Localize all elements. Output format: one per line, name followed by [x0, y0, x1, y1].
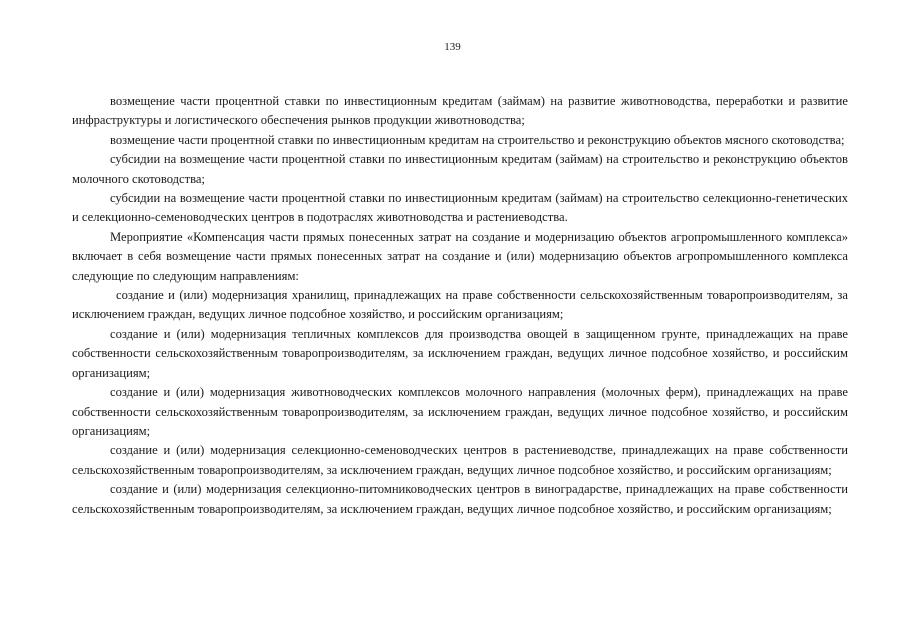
paragraph: создание и (или) модернизация тепличных комплексов для производства овощей в защищенном грунте, принадлежащих на праве собственности сельскохозяйственным товаропроизводителям, за исключением граждан, ведущих личное подсобное хозяйство, и российским организациям; — [72, 326, 848, 380]
paragraph: возмещение части процентной ставки по инвестиционным кредитам (займам) на развитие животноводства, переработки и развитие инфраструктуры и логистического обеспечения рынков продукции животноводства; — [72, 94, 848, 128]
paragraph: возмещение части процентной ставки по инвестиционным кредитам на строительство и реконструкцию объектов мясного скотоводства; — [110, 132, 845, 147]
paragraph: создание и (или) модернизация селекционно-семеноводческих центров в растениеводстве, принадлежащих на праве собственности сельскохозяйственным товаропроизводителям, за исключением граждан, ведущих личное подсобное хозяйство, и российским организациям; — [72, 443, 848, 477]
paragraph: субсидии на возмещение части процентной ставки по инвестиционным кредитам (займам) на строительство и реконструкцию объектов молочного скотоводства; — [72, 152, 848, 186]
paragraph: создание и (или) модернизация селекционно-питомниководческих центров в виноградарстве, принадлежащих на праве собственности сельскохозяйственным товаропроизводителям, за исключением граждан, ведущих личное подсобное хозяйство, и российским организациям; — [72, 482, 848, 516]
paragraph: создание и (или) модернизация животноводческих комплексов молочного направления (молочных ферм), принадлежащих на праве собственности сельскохозяйственным товаропроизводителям, за исключением граждан, ведущих личное подсобное хозяйство, и российским организациям; — [72, 385, 848, 438]
paragraph: создание и (или) модернизация хранилищ, принадлежащих на праве собственности сельскохозяйственным товаропроизводителям, за исключением граждан, ведущих личное подсобное хозяйство, и российским организациям; — [72, 288, 848, 322]
document-body — [72, 92, 848, 519]
paragraph: субсидии на возмещение части процентной ставки по инвестиционным кредитам (займам) на строительство селекционно-генетических и селекционно-семеноводческих центров в подотраслях животноводства и растениеводства. — [72, 191, 848, 225]
page-number: 139 — [444, 41, 461, 53]
paragraph: Мероприятие «Компенсация части прямых понесенных затрат на создание и модернизацию объектов агропромышленного комплекса» включает в себя возмещение части прямых понесенных затрат на создание и (или) модернизацию объектов агропромышленного комплекса следующие по следующим направлениям: — [72, 229, 848, 283]
